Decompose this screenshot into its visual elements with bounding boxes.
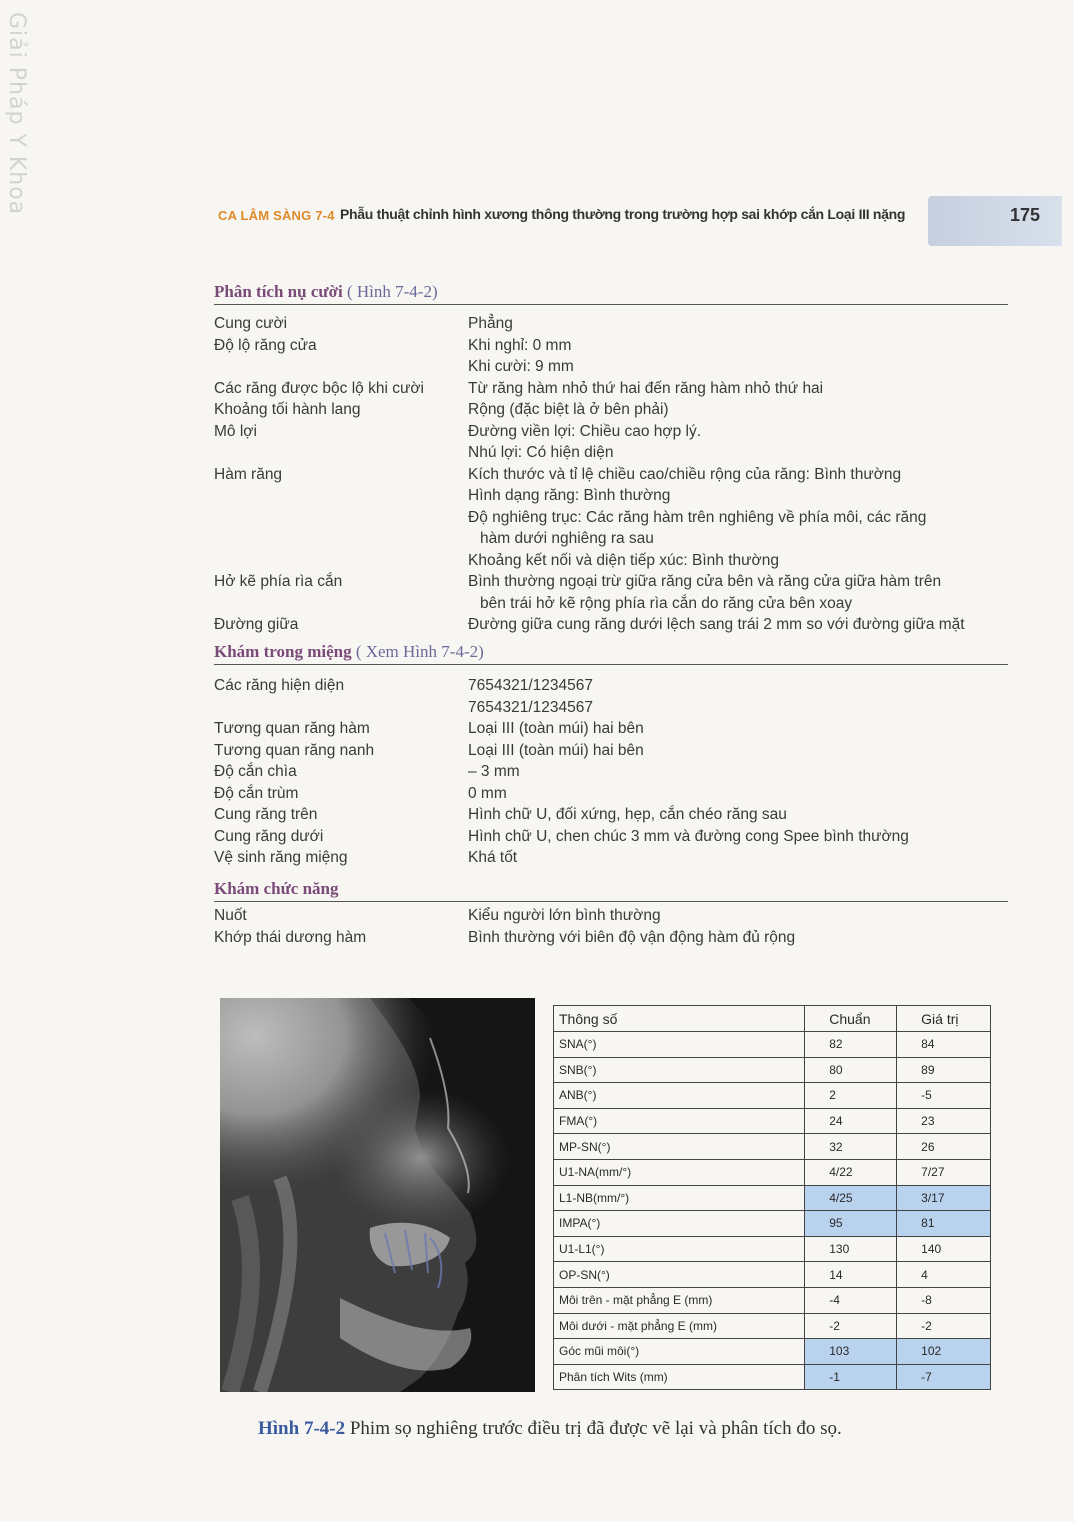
field-label: Khớp thái dương hàm	[214, 928, 367, 946]
table-row	[554, 1287, 991, 1313]
field-value	[468, 378, 1014, 400]
watermark: Giải Pháp Y Khoa	[4, 12, 29, 216]
table-cell-param: ANB(°)	[554, 1083, 805, 1109]
table-cell-param: U1-L1(°)	[554, 1236, 805, 1262]
field-value-line: Đường viền lợi: Chiều cao hợp lý.	[468, 422, 701, 440]
table-cell-value: -5	[897, 1083, 991, 1109]
table-cell-norm: 2	[805, 1083, 897, 1109]
table-cell-value: -7	[897, 1364, 991, 1390]
field-label: Tương quan răng nanh	[214, 741, 375, 759]
table-cell-value: 7/27	[897, 1159, 991, 1185]
field-value-line: 7654321/1234567	[468, 698, 593, 716]
table-cell-norm: 4/22	[805, 1159, 897, 1185]
list-item	[214, 335, 1014, 378]
table-cell-value: 26	[897, 1134, 991, 1160]
table-cell-param: SNA(°)	[554, 1032, 805, 1058]
list-item	[214, 847, 1014, 869]
section-smile-ref: ( Hình 7-4-2)	[346, 282, 438, 301]
ceph-table	[553, 1005, 991, 1390]
field-label: Cung răng trên	[214, 806, 318, 823]
field-value-line: Khá tốt	[468, 849, 518, 866]
field-value-line: Từ răng hàm nhỏ thứ hai đến răng hàm nhỏ thứ hai	[468, 379, 824, 397]
field-value	[468, 826, 1014, 848]
list-item	[214, 826, 1014, 848]
field-value-line: Loại III (toàn múi) hai bên	[468, 741, 644, 759]
field-value	[468, 399, 1014, 421]
header-norm: Chuẩn	[805, 1006, 897, 1032]
cephalometric-xray-image	[220, 998, 535, 1392]
field-value-line: Hình chữ U, chen chúc 3 mm và đường cong Spee bình thường	[468, 827, 909, 845]
list-item	[214, 905, 1014, 927]
table-row	[554, 1364, 991, 1390]
smile-rows	[214, 313, 1014, 636]
table-cell-norm: 4/25	[805, 1185, 897, 1211]
intraoral-rows	[214, 675, 1014, 869]
list-item	[214, 421, 1014, 464]
table-cell-norm: -4	[805, 1287, 897, 1313]
table-cell-param: U1-NA(mm/°)	[554, 1159, 805, 1185]
field-label: Độ cắn trùm	[214, 784, 299, 802]
field-value-line: Kích thước và tỉ lệ chiều cao/chiều rộng của răng: Bình thường	[468, 465, 902, 483]
table-row	[554, 1262, 991, 1288]
table-cell-value: 84	[897, 1032, 991, 1058]
field-value-line: Bình thường ngoại trừ giữa răng cửa bên và răng cửa giữa hàm trên	[468, 573, 942, 590]
list-item	[214, 313, 1014, 335]
list-item	[214, 804, 1014, 826]
field-label: Mô lợi	[214, 422, 257, 440]
section-smile-heading: Phân tích nụ cười	[214, 282, 343, 301]
table-cell-param: IMPA(°)	[554, 1211, 805, 1237]
field-value	[468, 927, 1014, 949]
field-value-line: Kiểu người lớn bình thường	[468, 907, 661, 924]
case-label: CA LÂM SÀNG 7-4	[218, 208, 335, 223]
table-body	[554, 1032, 991, 1390]
field-value-line: 7654321/1234567	[468, 677, 593, 694]
table-row	[554, 1134, 991, 1160]
field-value-line: Rộng (đặc biệt là ở bên phải)	[468, 401, 669, 418]
table-cell-norm: 80	[805, 1057, 897, 1083]
field-value-line: – 3 mm	[468, 763, 520, 780]
field-value	[468, 847, 1014, 869]
field-label: Cung răng dưới	[214, 827, 324, 845]
field-value	[468, 718, 1014, 740]
table-row	[554, 1057, 991, 1083]
figure-caption	[258, 1418, 1018, 1440]
table-cell-param: Góc mũi môi(°)	[554, 1339, 805, 1365]
field-value	[468, 761, 1014, 783]
list-item	[214, 783, 1014, 805]
table-cell-value: 3/17	[897, 1185, 991, 1211]
table-cell-param: Môi dưới - mặt phẳng E (mm)	[554, 1313, 805, 1339]
cephalometric-table	[553, 1005, 991, 1390]
field-label: Cung cười	[214, 315, 288, 332]
field-value	[468, 421, 1014, 464]
table-cell-value: 140	[897, 1236, 991, 1262]
field-value	[468, 335, 1014, 378]
header-value: Giá trị	[897, 1006, 991, 1032]
field-label: Vệ sinh răng miệng	[214, 849, 348, 866]
table-cell-param: FMA(°)	[554, 1108, 805, 1134]
field-value-line: Bình thường với biên độ vận động hàm đủ rộng	[468, 928, 796, 946]
table-cell-norm: 130	[805, 1236, 897, 1262]
list-item	[214, 464, 1014, 572]
field-value-line: Khi cười: 9 mm	[468, 358, 574, 375]
table-cell-value: 89	[897, 1057, 991, 1083]
table-cell-norm: 95	[805, 1211, 897, 1237]
field-value	[468, 464, 1014, 572]
page-number-box	[928, 196, 1062, 246]
table-row	[554, 1185, 991, 1211]
section-intraoral-heading: Khám trong miệng	[214, 642, 352, 661]
field-value	[468, 571, 1014, 614]
field-value-line: Hình chữ U, đối xứng, hẹp, cắn chéo răng sau	[468, 806, 787, 823]
table-cell-value: 81	[897, 1211, 991, 1237]
field-label: Các răng được bộc lộ khi cười	[214, 379, 424, 397]
field-value	[468, 614, 1014, 636]
field-value-line: hàm dưới nghiêng ra sau	[480, 530, 654, 547]
field-label: Nuốt	[214, 907, 247, 924]
list-item	[214, 927, 1014, 949]
header-title: Phẫu thuật chỉnh hình xương thông thường trong trường hợp sai khớp cắn Loại III nặng	[340, 206, 906, 222]
list-item	[214, 718, 1014, 740]
table-cell-param: L1-NB(mm/°)	[554, 1185, 805, 1211]
list-item	[214, 378, 1014, 400]
section-smile-title	[214, 282, 1008, 305]
field-value-line: Nhú lợi: Có hiện diện	[468, 444, 614, 461]
field-label: Các răng hiện diện	[214, 677, 345, 694]
page-header	[216, 196, 1062, 246]
table-cell-value: -2	[897, 1313, 991, 1339]
field-value-line: Phẳng	[468, 315, 513, 332]
field-value-line: Đường giữa cung răng dưới lệch sang trái 2 mm so với đường giữa mặt	[468, 616, 965, 633]
field-value-line: Độ nghiêng trục: Các răng hàm trên nghiêng về phía môi, các răng	[468, 508, 927, 526]
field-value-line: Khi nghỉ: 0 mm	[468, 336, 572, 354]
field-label: Đường giữa	[214, 616, 299, 633]
list-item	[214, 571, 1014, 614]
table-cell-norm: -1	[805, 1364, 897, 1390]
field-value	[468, 804, 1014, 826]
header-param: Thông số	[554, 1006, 805, 1032]
table-row	[554, 1032, 991, 1058]
field-value	[468, 783, 1014, 805]
table-row	[554, 1108, 991, 1134]
table-row	[554, 1159, 991, 1185]
field-label: Độ lộ răng cửa	[214, 336, 317, 354]
field-label: Hở kẽ phía rìa cắn	[214, 573, 343, 590]
table-row	[554, 1313, 991, 1339]
field-value-line: Khoảng kết nối và diện tiếp xúc: Bình thường	[468, 551, 779, 569]
table-row	[554, 1083, 991, 1109]
caption-text: Phim sọ nghiêng trước điều trị đã được vẽ lại và phân tích đo sọ.	[345, 1418, 842, 1439]
section-intraoral-title	[214, 642, 1008, 665]
table-cell-param: OP-SN(°)	[554, 1262, 805, 1288]
table-cell-norm: 82	[805, 1032, 897, 1058]
table-cell-param: MP-SN(°)	[554, 1134, 805, 1160]
section-functional-title	[214, 879, 1008, 902]
field-value-line: Loại III (toàn múi) hai bên	[468, 720, 644, 737]
field-value-line: Hình dạng răng: Bình thường	[468, 487, 671, 504]
table-cell-value: 102	[897, 1339, 991, 1365]
table-cell-norm: -2	[805, 1313, 897, 1339]
table-cell-norm: 32	[805, 1134, 897, 1160]
field-value	[468, 905, 1014, 927]
caption-label: Hình 7-4-2	[258, 1418, 346, 1439]
table-row	[554, 1211, 991, 1237]
table-cell-param: SNB(°)	[554, 1057, 805, 1083]
table-row	[554, 1339, 991, 1365]
field-value	[468, 313, 1014, 335]
field-value-line: bên trái hở kẽ rộng phía rìa cắn do răng cửa bên xoay	[480, 594, 853, 612]
page-number: 175	[1009, 205, 1040, 225]
field-label: Độ cắn chìa	[214, 763, 297, 780]
list-item	[214, 399, 1014, 421]
table-header-row	[554, 1006, 991, 1032]
xray-drawing	[220, 998, 535, 1392]
list-item	[214, 761, 1014, 783]
field-label: Khoảng tối hành lang	[214, 401, 361, 418]
section-intraoral-ref: ( Xem Hình 7-4-2)	[355, 642, 484, 661]
table-cell-param: Phân tích Wits (mm)	[554, 1364, 805, 1390]
field-value	[468, 740, 1014, 762]
field-label: Tương quan răng hàm	[214, 720, 370, 737]
table-cell-norm: 103	[805, 1339, 897, 1365]
list-item	[214, 614, 1014, 636]
field-label: Hàm răng	[214, 465, 283, 483]
table-cell-param: Môi trên - mặt phẳng E (mm)	[554, 1287, 805, 1313]
list-item	[214, 740, 1014, 762]
field-value-line: 0 mm	[468, 784, 507, 802]
table-row	[554, 1236, 991, 1262]
table-cell-value: 4	[897, 1262, 991, 1288]
table-cell-value: -8	[897, 1287, 991, 1313]
list-item	[214, 675, 1014, 718]
section-functional-heading: Khám chức năng	[214, 879, 339, 898]
table-cell-norm: 24	[805, 1108, 897, 1134]
table-cell-value: 23	[897, 1108, 991, 1134]
functional-rows	[214, 905, 1014, 948]
field-value	[468, 675, 1014, 718]
table-cell-norm: 14	[805, 1262, 897, 1288]
